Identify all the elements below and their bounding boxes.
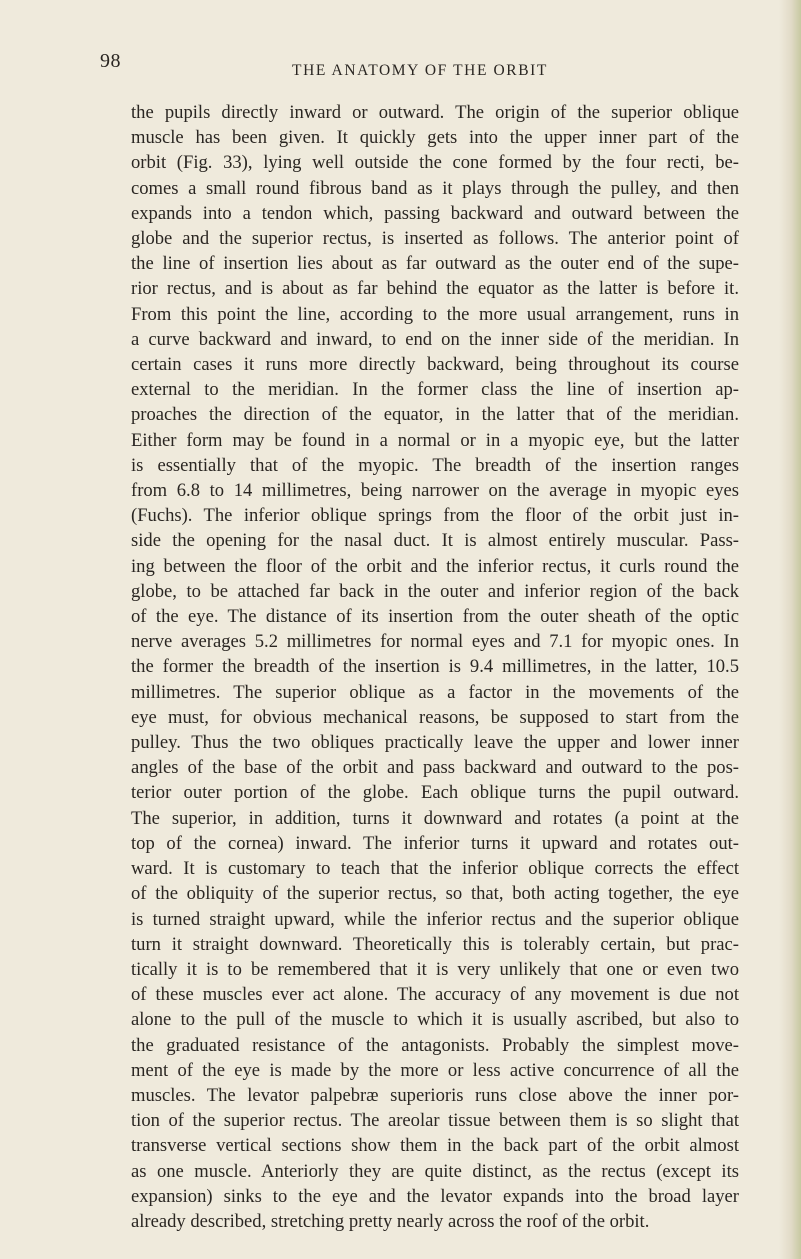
text-line: nerve averages 5.2 millimetres for normal eyes and 7.1 for myopic ones. In	[131, 631, 739, 653]
text-line: eye must, for obvious mechanical reasons, be supposed to start from the	[131, 706, 739, 728]
page-number: 98	[100, 50, 121, 72]
running-head: THE ANATOMY OF THE ORBIT	[292, 62, 548, 79]
text-line: the pupils directly inward or outward. The origin of the superior oblique	[131, 102, 739, 123]
text-line: the former the breadth of the insertion is 9.4 millimetres, in the latter, 10.5	[131, 656, 739, 678]
text-line: certain cases it runs more directly backward, being throughout its course	[131, 354, 739, 376]
text-line: rior rectus, and is about as far behind the equator as the latter is before it.	[131, 278, 739, 300]
text-line: from 6.8 to 14 millimetres, being narrower on the average in myopic eyes	[131, 480, 739, 502]
text-line: is essentially that of the myopic. The breadth of the insertion ranges	[131, 454, 739, 476]
text-line: alone to the pull of the muscle to which it is usually ascribed, but also to	[131, 1009, 739, 1031]
body-text	[131, 100, 739, 1234]
text-line: The superior, in addition, turns it downward and rotates (a point at the	[131, 807, 739, 829]
text-line: muscles. The levator palpebræ superioris runs close above the inner por-	[131, 1084, 739, 1106]
text-line: transverse vertical sections show them in the back part of the orbit almost	[131, 1135, 739, 1157]
text-line: of the obliquity of the superior rectus, so that, both acting together, the eye	[131, 883, 739, 905]
page-header	[100, 50, 740, 84]
text-line: From this point the line, according to the more usual arrangement, runs in	[131, 303, 739, 325]
text-line: of these muscles ever act alone. The accuracy of any movement is due not	[131, 984, 739, 1006]
page-edge-shadow	[779, 0, 801, 1259]
text-line: expands into a tendon which, passing backward and outward between the	[131, 202, 739, 224]
text-line: proaches the direction of the equator, in the latter that of the meridian.	[131, 404, 739, 426]
text-line: globe, to be attached far back in the outer and inferior region of the back	[131, 580, 739, 602]
text-line: orbit (Fig. 33), lying well outside the cone formed by the four recti, be-	[131, 152, 739, 174]
text-line: comes a small round fibrous band as it plays through the pulley, and then	[131, 177, 739, 199]
text-line: ward. It is customary to teach that the inferior oblique corrects the effect	[131, 858, 739, 880]
text-line: side the opening for the nasal duct. It is almost entirely muscular. Pass-	[131, 530, 739, 552]
text-line: turn it straight downward. Theoretically this is tolerably certain, but prac-	[131, 933, 739, 955]
text-line: of the eye. The distance of its insertion from the outer sheath of the optic	[131, 606, 739, 628]
text-line: terior outer portion of the globe. Each oblique turns the pupil outward.	[131, 782, 739, 804]
text-line: is turned straight upward, while the inferior rectus and the superior oblique	[131, 908, 739, 930]
text-line: the line of insertion lies about as far outward as the outer end of the supe-	[131, 253, 739, 275]
text-line: as one muscle. Anteriorly they are quite distinct, as the rectus (except its	[131, 1160, 739, 1182]
text-line: expansion) sinks to the eye and the levator expands into the broad layer	[131, 1185, 739, 1207]
text-line: top of the cornea) inward. The inferior turns it upward and rotates out-	[131, 832, 739, 854]
text-line: tically it is to be remembered that it is very unlikely that one or even two	[131, 958, 739, 980]
text-line: Either form may be found in a normal or in a myopic eye, but the latter	[131, 429, 739, 451]
text-line: millimetres. The superior oblique as a factor in the movements of the	[131, 681, 739, 703]
text-line: already described, stretching pretty nearly across the roof of the orbit.	[131, 1210, 650, 1232]
text-line: pulley. Thus the two obliques practically leave the upper and lower inner	[131, 732, 739, 754]
text-line: globe and the superior rectus, is inserted as follows. The anterior point of	[131, 228, 739, 250]
text-line: the graduated resistance of the antagonists. Probably the simplest move-	[131, 1034, 739, 1056]
text-line: angles of the base of the orbit and pass backward and outward to the pos-	[131, 757, 739, 779]
text-line: (Fuchs). The inferior oblique springs from the floor of the orbit just in-	[131, 505, 739, 527]
text-line: tion of the superior rectus. The areolar tissue between them is so slight that	[131, 1110, 739, 1132]
text-line: muscle has been given. It quickly gets into the upper inner part of the	[131, 127, 739, 149]
text-line: ing between the floor of the orbit and the inferior rectus, it curls round the	[131, 555, 739, 577]
text-line: external to the meridian. In the former class the line of insertion ap-	[131, 379, 739, 401]
text-line: a curve backward and inward, to end on the inner side of the meridian. In	[131, 328, 739, 350]
text-line: ment of the eye is made by the more or less active concurrence of all the	[131, 1059, 739, 1081]
